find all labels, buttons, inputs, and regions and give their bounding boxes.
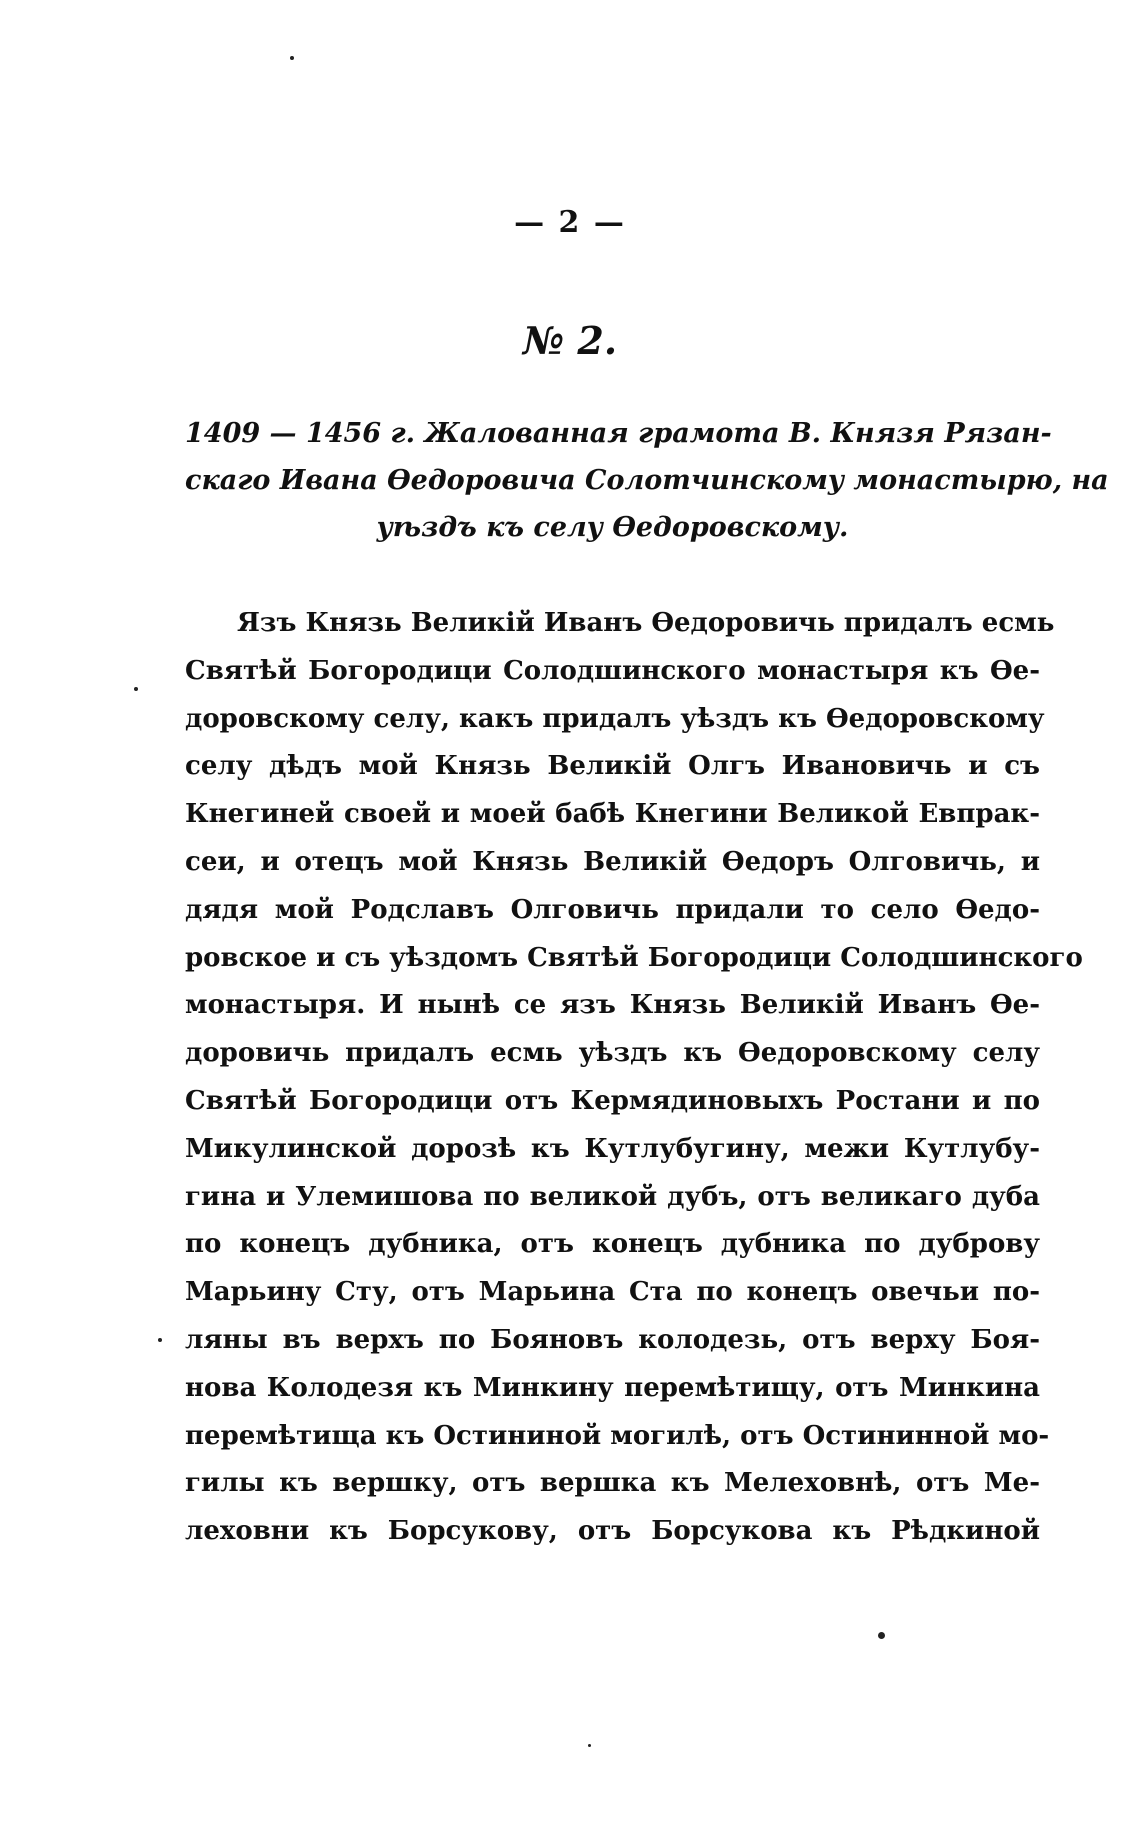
document-heading [185, 410, 1109, 551]
scan-speck [134, 687, 138, 691]
scan-speck [878, 1632, 885, 1639]
body-line: Святѣй Богородици отъ Кермядиновыхъ Ростани и по [185, 1085, 1040, 1116]
body-line: монастыря. И нынѣ се язъ Князь Великій Иванъ Өе- [185, 990, 1040, 1021]
heading-line: уѣздъ къ селу Өедоровскому. [376, 512, 849, 543]
body-line: Микулинской дорозѣ къ Кутлубугину, межи Кутлубу- [185, 1133, 1040, 1164]
scan-speck [588, 1744, 591, 1747]
body-line: Марьину Сту, отъ Марьина Ста по конецъ овечьи по- [185, 1277, 1040, 1308]
body-line: ляны въ верхъ по Бояновъ колодезь, отъ верху Боя- [185, 1324, 1040, 1355]
body-line: гина и Улемишова по великой дубъ, отъ великаго дуба [185, 1181, 1040, 1212]
body-line: доровскому селу, какъ придалъ уѣздъ къ Өедоровскому [185, 703, 1045, 734]
heading-line: скаго Ивана Өедоровича Солотчинскому монастырю, на [185, 465, 1109, 496]
scan-speck [158, 1338, 162, 1342]
document-number: № 2. [522, 318, 618, 363]
body-line: сеи, и отецъ мой Князь Великій Өедоръ Олговичь, и [185, 846, 1040, 877]
scan-speck [290, 56, 294, 60]
body-line: селу дѣдъ мой Князь Великій Олгъ Ивановичь и съ [185, 751, 1040, 782]
document-body [185, 600, 1083, 1556]
body-line: гилы къ вершку, отъ вершка къ Мелеховнѣ, отъ Ме- [185, 1468, 1040, 1499]
body-line: перемѣтища къ Остининой могилѣ, отъ Остининной мо- [185, 1420, 1050, 1451]
body-line: доровичь придалъ есмь уѣздъ къ Өедоровскому селу [185, 1038, 1040, 1069]
body-line: Кнегиней своей и моей бабѣ Кнегини Великой Евпрак- [185, 799, 1040, 830]
body-line: по конецъ дубника, отъ конецъ дубника по дуброву [185, 1229, 1040, 1260]
body-line: ровское и съ уѣздомъ Святѣй Богородици Солодшинского [185, 942, 1083, 973]
body-line: нова Колодезя къ Минкину перемѣтищу, отъ Минкина [185, 1372, 1040, 1403]
page-number: — 2 — [514, 205, 626, 240]
body-line: Святѣй Богородици Солодшинского монастыря къ Өе- [185, 655, 1040, 686]
body-line: леховни къ Борсукову, отъ Борсукова къ Рѣдкиной [185, 1516, 1040, 1547]
body-line: Язъ Князь Великій Иванъ Өедоровичь придалъ есмь [237, 608, 1055, 638]
body-line: дядя мой Родславъ Олговичь придали то село Өедо- [185, 894, 1040, 925]
heading-line: 1409 — 1456 г. Жалованная грамота В. Князя Рязан- [185, 418, 1052, 449]
